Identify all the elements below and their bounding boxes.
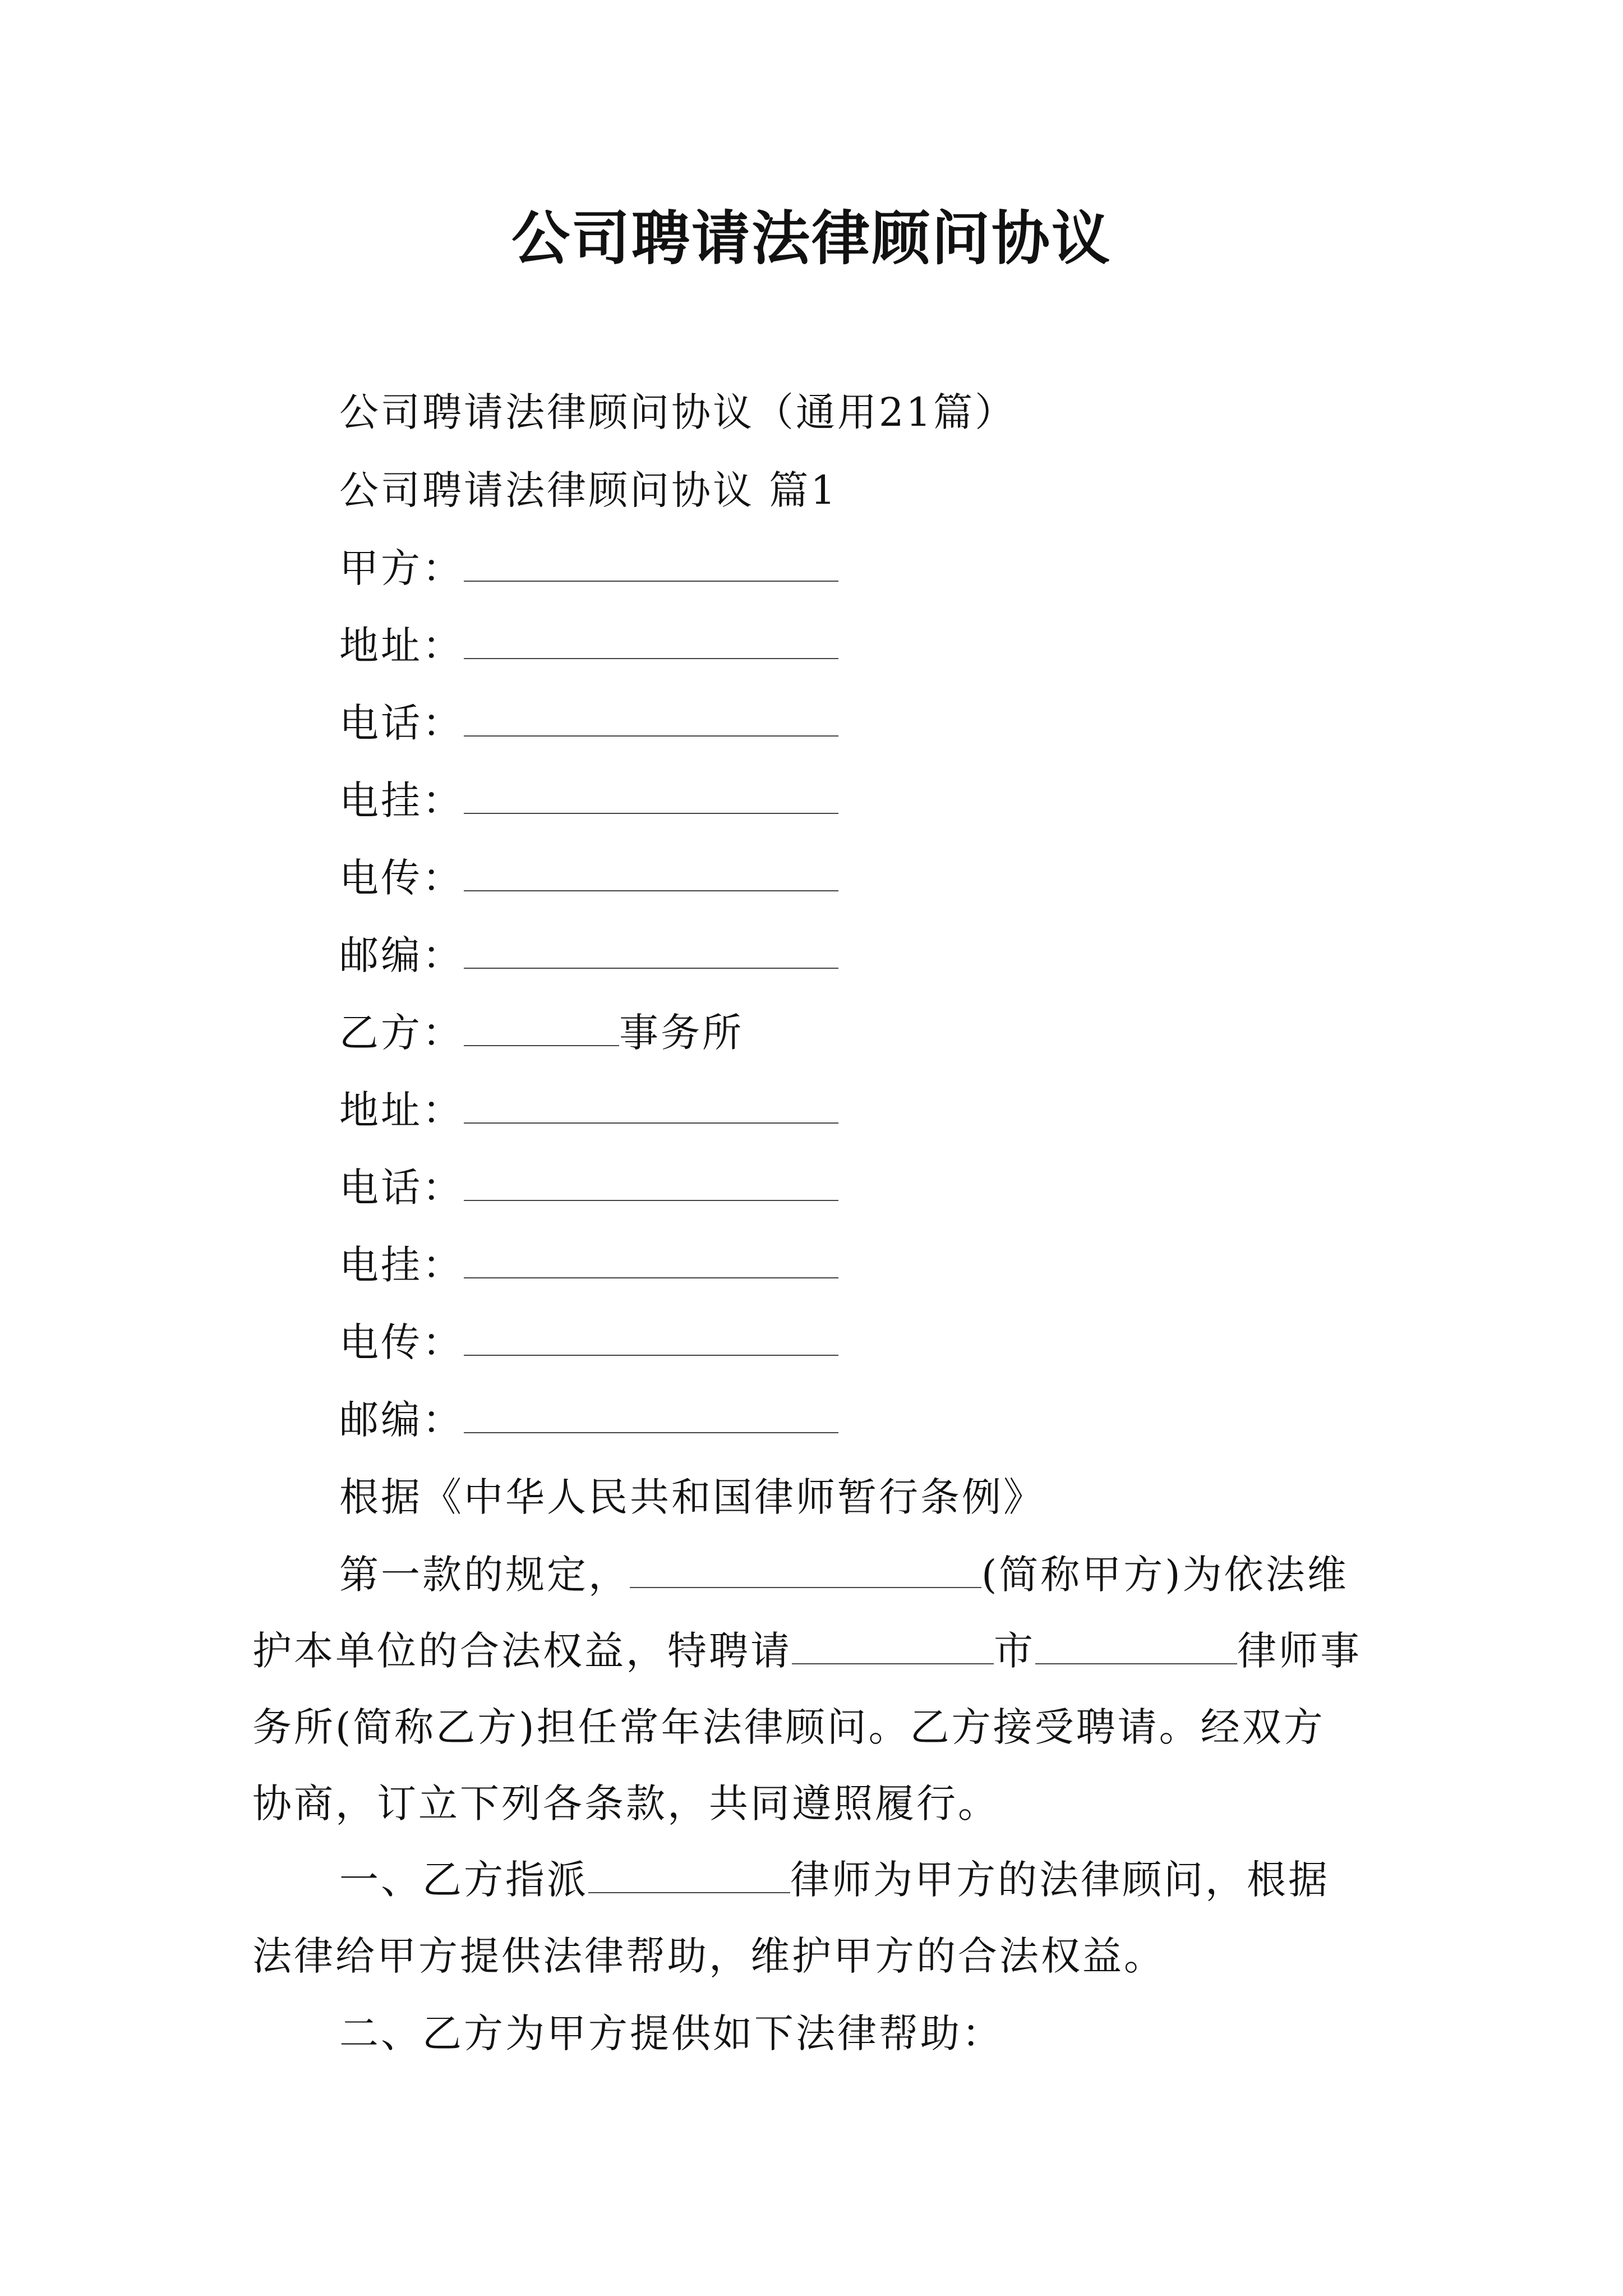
party-b-postcode-row <box>339 1395 838 1445</box>
document-title: 公司聘请法律顾问协议 <box>511 204 1112 273</box>
field-label: 电传： <box>339 1319 464 1365</box>
party-a-row <box>339 543 838 593</box>
field-label: 地址： <box>339 1087 464 1133</box>
party-a-address-row <box>339 620 838 671</box>
para1-line2 <box>252 1626 1362 1676</box>
para2-line2: 法律给甲方提供法律帮助，维护甲方的合法权益。 <box>252 1933 1165 1979</box>
party-b-cable-row <box>339 1240 838 1290</box>
party-b-postcode-blank[interactable] <box>464 1395 838 1433</box>
city-blank[interactable] <box>792 1626 994 1664</box>
party-a-cable-row <box>339 775 838 826</box>
para1-line1 <box>339 1549 1349 1600</box>
para1-text: 护本单位的合法权益，特聘请 <box>252 1628 792 1674</box>
party-a-postcode-blank[interactable] <box>464 931 838 969</box>
party-b-phone-row <box>339 1162 838 1213</box>
field-label: 电挂： <box>339 777 464 823</box>
party-a-telex-blank[interactable] <box>464 853 838 891</box>
party-a-cable-blank[interactable] <box>464 776 838 814</box>
party-a-phone-row <box>339 698 838 748</box>
party-b-telex-blank[interactable] <box>464 1318 838 1356</box>
party-a-name-blank[interactable] <box>630 1550 981 1588</box>
party-a-label: 甲方： <box>339 545 464 591</box>
section-heading: 公司聘请法律顾问协议 篇1 <box>339 467 838 513</box>
lawyer-name-blank[interactable] <box>588 1855 790 1893</box>
party-a-telex-row <box>339 853 838 903</box>
party-a-blank[interactable] <box>464 544 838 582</box>
party-a-address-blank[interactable] <box>464 621 838 659</box>
party-a-postcode-row <box>339 930 838 981</box>
field-label: 邮编： <box>339 932 464 978</box>
document-subtitle: 公司聘请法律顾问协议（通用21篇） <box>339 389 1017 435</box>
basis-line: 根据《中华人民共和国律师暂行条例》 <box>339 1474 1045 1520</box>
party-b-address-row <box>339 1085 838 1135</box>
party-b-cable-blank[interactable] <box>464 1240 838 1278</box>
para1-line4: 协商，订立下列各条款，共同遵照履行。 <box>252 1780 999 1826</box>
para2-line1 <box>339 1855 1330 1905</box>
field-label: 地址： <box>339 623 464 669</box>
field-label: 电话： <box>339 1165 464 1211</box>
field-label: 电传： <box>339 855 464 901</box>
party-b-label: 乙方： <box>339 1010 464 1056</box>
para2-text: 律师为甲方的法律顾问，根据 <box>790 1857 1330 1903</box>
party-b-suffix: 事务所 <box>619 1010 744 1056</box>
field-label: 电挂： <box>339 1242 464 1288</box>
field-label: 电话： <box>339 700 464 746</box>
para1-text: 市 <box>994 1628 1035 1674</box>
party-b-address-blank[interactable] <box>464 1085 838 1124</box>
party-b-row <box>339 1007 744 1058</box>
party-a-phone-blank[interactable] <box>464 698 838 737</box>
para1-text: 第一款的规定， <box>339 1552 630 1598</box>
para2-text: 一、乙方指派 <box>339 1857 588 1903</box>
law-firm-blank[interactable] <box>1035 1626 1237 1664</box>
field-label: 邮编： <box>339 1397 464 1443</box>
para3-line1: 二、乙方为甲方提供如下法律帮助： <box>339 2010 1003 2056</box>
para1-line3: 务所(简称乙方)担任常年法律顾问。乙方接受聘请。经双方 <box>252 1704 1325 1750</box>
party-b-telex-row <box>339 1317 838 1368</box>
party-b-blank[interactable] <box>464 1008 619 1046</box>
party-b-phone-blank[interactable] <box>464 1163 838 1201</box>
para1-text: (简称甲方)为依法维 <box>981 1552 1349 1598</box>
para1-text: 律师事 <box>1237 1628 1362 1674</box>
